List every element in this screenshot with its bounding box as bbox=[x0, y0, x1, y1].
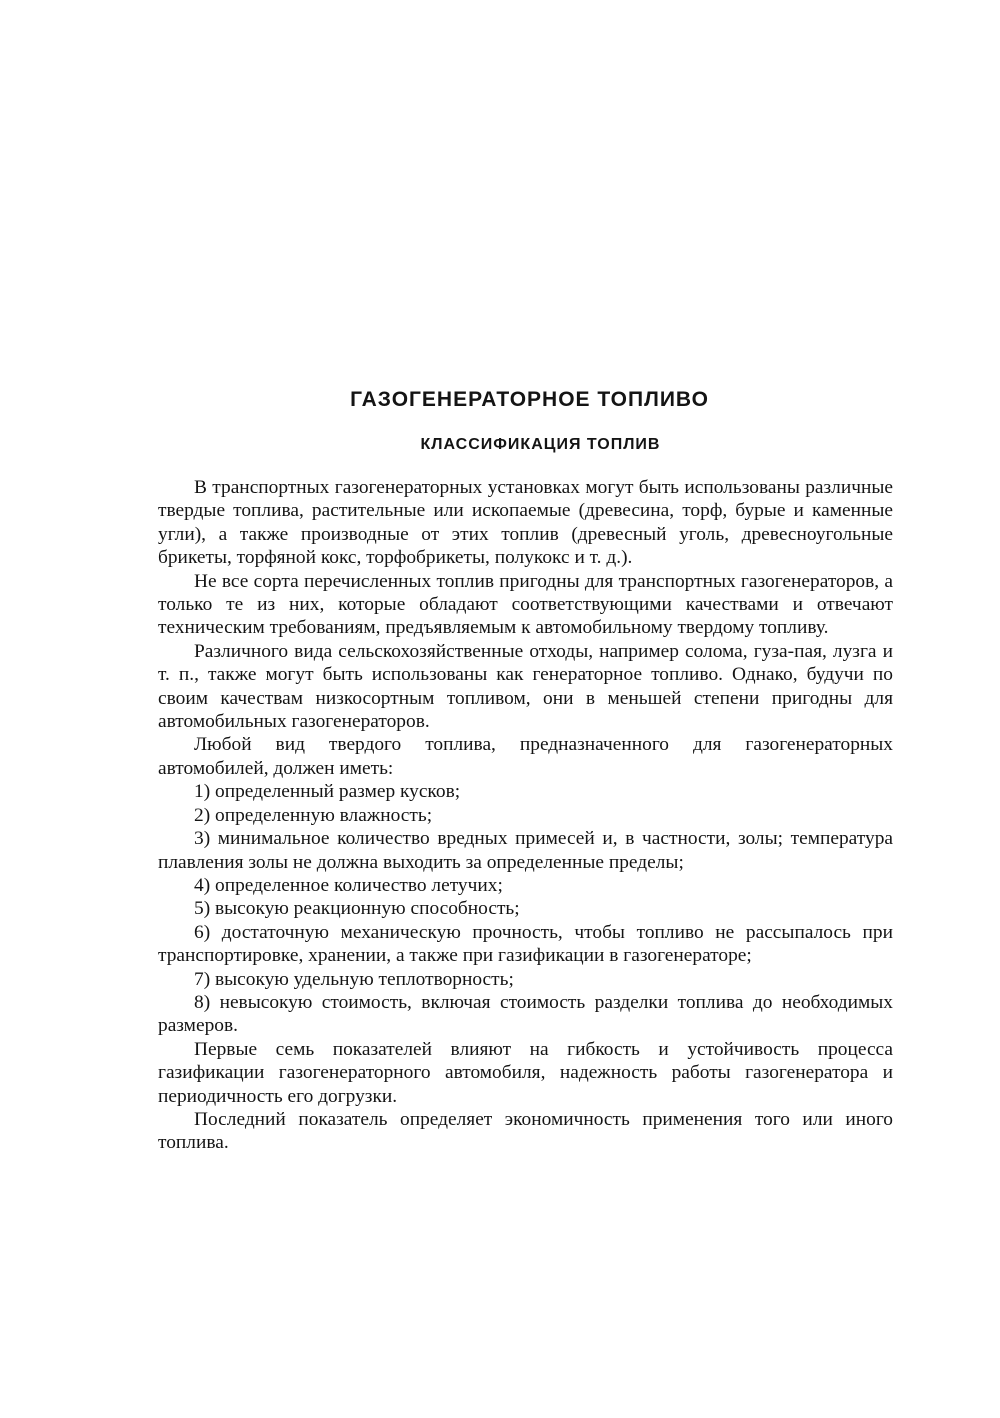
closing-paragraph-2: Последний показатель определяет экономичность применения того или иного топлива. bbox=[158, 1108, 893, 1154]
paragraph-2: Не все сорта перечисленных топлив пригодны для транспортных газогенераторов, а только те из них, которые обладают соответствующими качествами и отвечают техническим требованиям, предъявляемым к автомобильному твердому топливу. bbox=[158, 570, 893, 639]
body-text bbox=[158, 476, 893, 1155]
closing-paragraph-1: Первые семь показателей влияют на гибкость и устойчивость процесса газификации газогенераторного автомобиля, надежность работы газогенератора и периодичность его догрузки. bbox=[158, 1038, 893, 1107]
document-page bbox=[158, 388, 893, 1155]
paragraph-3: Различного вида сельскохозяйственные отходы, например солома, гуза-пая, лузга и т. п., также могут быть использованы как генераторное топливо. Однако, будучи по своим качествам низкосортным топливом, они в меньшей степени пригодны для автомобильных газогенераторов. bbox=[158, 640, 893, 733]
list-item: 4) определенное количество летучих; bbox=[194, 874, 503, 896]
section-title: КЛАССИФИКАЦИЯ ТОПЛИВ bbox=[420, 436, 661, 453]
list-item: 2) определенную влажность; bbox=[194, 804, 433, 826]
page-title: ГАЗОГЕНЕРАТОРНОЕ ТОПЛИВО bbox=[350, 388, 709, 411]
list-item: 1) определенный размер кусков; bbox=[194, 781, 461, 803]
list-item: 7) высокую удельную теплотворность; bbox=[194, 968, 514, 990]
list-item: 3) минимальное количество вредных примесей и, в частности, золы; температура плавления золы не должна выходить за определенные пределы; bbox=[158, 828, 893, 873]
paragraph-1: В транспортных газогенераторных установках могут быть использованы различные твердые топлива, растительные или ископаемые (древесина, торф, бурые и каменные угли), а также производные от этих топлив (древесный уголь, древесноугольные брикеты, торфяной кокс, торфобрикеты, полукокс и т. д.). bbox=[158, 477, 893, 569]
paragraph-4: Любой вид твердого топлива, предназначенного для газогенераторных автомобилей, должен иметь: bbox=[158, 734, 893, 779]
list-item: 5) высокую реакционную способность; bbox=[194, 898, 520, 920]
list-item: 6) достаточную механическую прочность, чтобы топливо не рассыпалось при транспортировке, хранении, а также при газификации в газогенераторе; bbox=[158, 921, 893, 967]
list-item: 8) невысокую стоимость, включая стоимость разделки топлива до необходимых размеров. bbox=[158, 991, 893, 1037]
